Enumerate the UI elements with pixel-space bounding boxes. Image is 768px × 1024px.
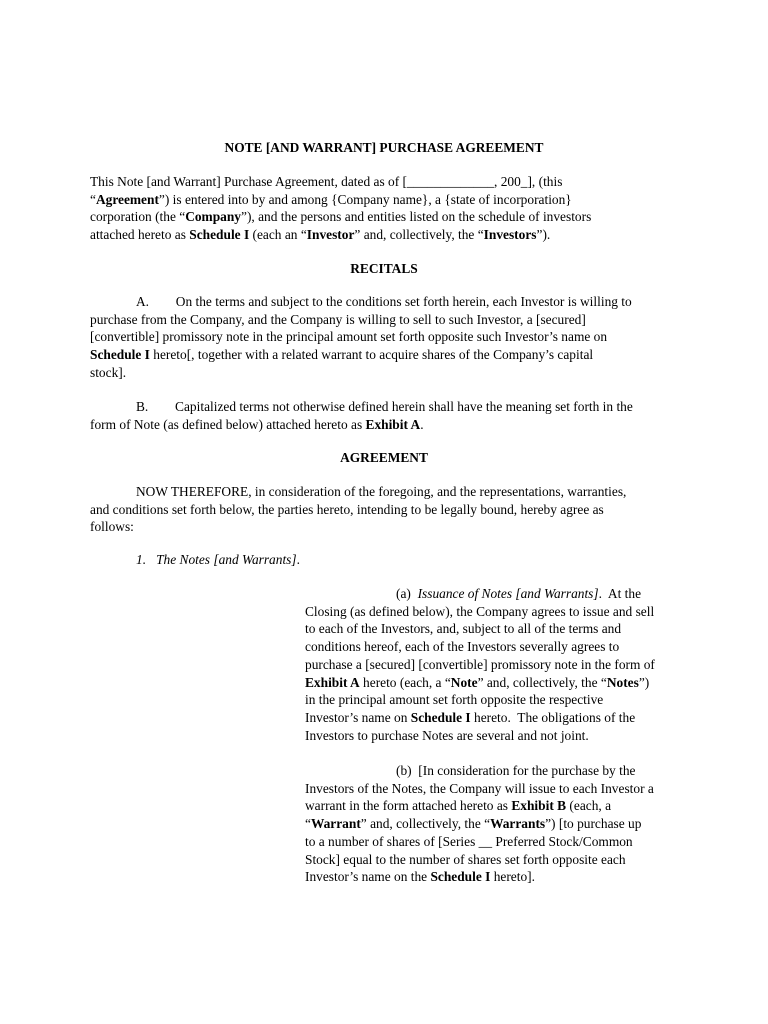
italic-text: Issuance of Notes [and Warrants] <box>417 586 599 601</box>
text-line <box>90 173 562 190</box>
text-line <box>305 656 655 673</box>
text-run: Investor’s name on the <box>305 869 431 885</box>
text-line <box>305 638 619 655</box>
text-run: NOW THEREFORE, in consideration of the foregoing, and the representations, warranties, <box>136 484 627 499</box>
text-run: [convertible] promissory note in the principal amount set forth opposite such Investor’s name on <box>90 329 608 345</box>
text-line <box>90 501 604 518</box>
text-line <box>305 674 649 691</box>
bold-term: Note <box>450 674 478 690</box>
bold-term: Investor <box>306 227 355 243</box>
text-run: hereto[, together with a related warrant to acquire shares of the Company’s capital <box>149 347 594 363</box>
text-run: in the principal amount set forth opposite the respective <box>305 692 604 708</box>
text-run: and conditions set forth below, the parties hereto, intending to be legally bound, hereby agree as <box>90 501 604 517</box>
bold-term: Exhibit A <box>365 416 421 432</box>
text-run: ”) is entered into by and among {Company name}, a {state of incorporation} <box>158 191 572 207</box>
text-line <box>136 398 633 415</box>
text-run: Closing (as defined below), the Company agrees to issue and sell <box>305 603 655 619</box>
text-run: conditions hereof, each of the Investors severally agrees to <box>305 639 620 655</box>
bold-term: Company <box>185 209 241 225</box>
text-line <box>90 226 550 243</box>
bold-term: Warrants <box>490 816 546 832</box>
italic-text: 1. The Notes [and Warrants] <box>136 552 297 567</box>
text-run: ”). <box>536 227 551 243</box>
text-line <box>396 762 635 779</box>
text-run: purchase a [secured] [convertible] promissory note in the form of <box>305 656 655 672</box>
text-line <box>305 620 621 637</box>
text-run: . <box>420 416 424 432</box>
text-line <box>305 603 654 620</box>
text-run: follows: <box>90 519 134 535</box>
text-line <box>305 851 626 868</box>
text-run: purchase from the Company, and the Company is willing to sell to such Investor, a [secured] <box>90 311 586 327</box>
bold-term: Schedule I <box>189 227 250 243</box>
text-line <box>136 293 632 310</box>
text-line <box>305 709 635 726</box>
text-line <box>136 551 300 568</box>
text-run: “ <box>90 191 96 207</box>
text-run: (a) <box>396 586 418 601</box>
text-run: Investor’s name on <box>305 709 411 725</box>
text-run: A. On the terms and subject to the conditions set forth herein, each Investor is willing to <box>136 294 632 309</box>
text-line <box>90 416 424 433</box>
text-line <box>90 518 134 535</box>
text-line <box>90 311 586 328</box>
text-line <box>305 797 611 814</box>
text-line <box>136 483 626 500</box>
text-line <box>90 346 593 363</box>
text-line <box>396 585 641 602</box>
text-line <box>305 815 641 832</box>
bold-term: Schedule I <box>430 869 491 885</box>
text-run: . At the <box>598 586 642 601</box>
recitals-heading: RECITALS <box>350 261 418 276</box>
text-run: B. Capitalized terms not otherwise defined herein shall have the meaning set forth in the <box>136 399 633 414</box>
agreement-heading: AGREEMENT <box>340 450 428 465</box>
text-run: (each, a <box>566 798 612 814</box>
text-line <box>305 727 589 744</box>
text-line <box>90 208 591 225</box>
text-run: to each of the Investors, and, subject to all of the terms and <box>305 621 622 637</box>
text-run: ”), and the persons and entities listed on the schedule of investors <box>241 209 592 225</box>
text-run: ” and, collectively, the “ <box>477 674 607 690</box>
bold-term: Warrant <box>310 816 361 832</box>
text-run: “ <box>305 816 311 832</box>
text-run: (b) [In consideration for the purchase by the <box>396 763 636 778</box>
text-line <box>90 364 126 381</box>
bold-term: Notes <box>606 674 639 690</box>
text-run: hereto. The obligations of the <box>470 709 636 725</box>
text-line <box>305 868 535 885</box>
bold-term: Agreement <box>95 191 159 207</box>
bold-term: Exhibit B <box>511 798 567 814</box>
text-run: This Note [and Warrant] Purchase Agreement, dated as of [_____________, 200_], (this <box>90 174 563 189</box>
text-run: hereto (each, a “ <box>359 674 451 690</box>
text-run: Stock] equal to the number of shares set forth opposite each <box>305 851 626 867</box>
text-run: corporation (the “ <box>90 209 186 225</box>
text-run: ”) [to purchase up <box>545 816 642 832</box>
text-line <box>90 328 607 345</box>
text-run: attached hereto as <box>90 227 190 243</box>
text-run: Investors of the Notes, the Company will issue to each Investor a <box>305 780 654 796</box>
text-line <box>305 833 633 850</box>
text-run: ”) <box>638 674 650 690</box>
document-title: NOTE [AND WARRANT] PURCHASE AGREEMENT <box>224 140 544 155</box>
bold-term: Schedule I <box>90 347 150 363</box>
text-run: warrant in the form attached hereto as <box>305 798 512 814</box>
text-line <box>305 780 654 797</box>
text-run: (each an “ <box>249 227 307 243</box>
text-run: stock]. <box>90 364 127 380</box>
bold-term: Exhibit A <box>305 674 360 690</box>
text-line <box>305 691 603 708</box>
text-run: to a number of shares of [Series __ Preferred Stock/Common <box>305 833 633 849</box>
bold-term: Investors <box>483 227 537 243</box>
text-run: Investors to purchase Notes are several and not joint. <box>305 727 589 743</box>
text-run: form of Note (as defined below) attached hereto as <box>90 416 366 432</box>
text-run: ” and, collectively, the “ <box>360 816 491 832</box>
bold-term: Schedule I <box>410 709 471 725</box>
text-run: hereto]. <box>490 869 535 885</box>
text-run: ” and, collectively, the “ <box>354 227 484 243</box>
text-run: . <box>296 552 300 567</box>
text-line <box>90 191 572 208</box>
